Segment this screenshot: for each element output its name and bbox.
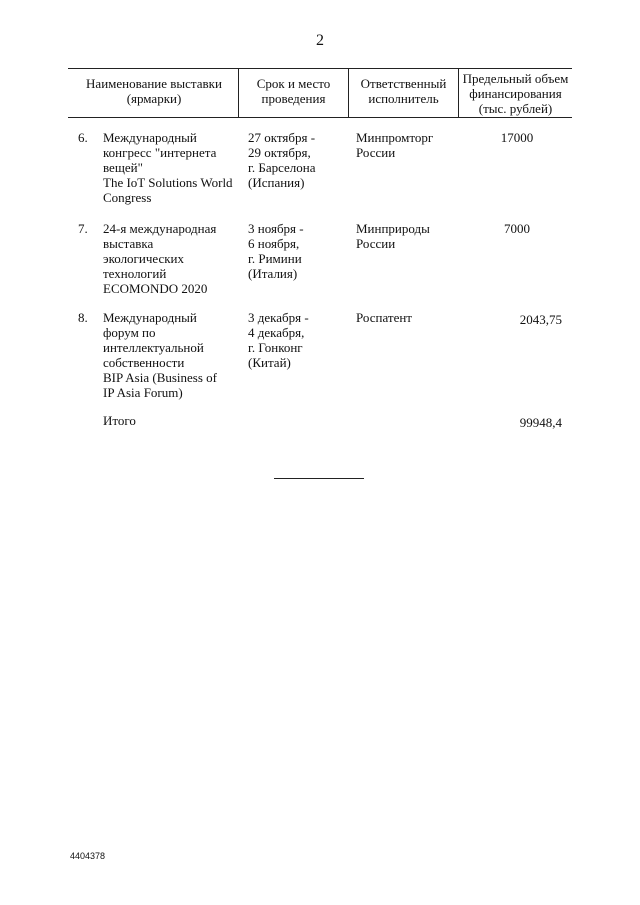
total-amount: 99948,4 <box>519 415 562 430</box>
exhibition-name: Международный форум по интеллектуальной собственности BIP Asia (Business of IP Asia Forum) <box>103 310 217 400</box>
header-exhibition-name: Наименование выставки (ярмарки) <box>86 76 222 106</box>
term-place: 3 ноября - 6 ноября, г. Римини (Италия) <box>248 221 304 281</box>
header-executor: Ответственный исполнитель <box>360 76 447 106</box>
funding-amount: 2043,75 <box>519 312 562 327</box>
header-funding-limit: Предельный объем финансирования (тыс. рублей) <box>462 71 569 116</box>
executor: Роспатент <box>356 310 412 325</box>
term-place: 3 декабря - 4 декабря, г. Гонконг (Китай) <box>248 310 309 370</box>
funding-amount: 7000 <box>504 221 530 236</box>
header-term-place: Срок и место проведения <box>256 76 331 106</box>
row-number: 7. <box>78 221 88 236</box>
total-label: Итого <box>103 413 136 428</box>
table-top-rule <box>68 68 572 69</box>
closing-rule <box>274 478 364 479</box>
row-number: 6. <box>78 130 88 145</box>
executor: Минпромторг России <box>356 130 434 160</box>
exhibition-name: Международный конгресс "интернета вещей" The IoT Solutions World Congress <box>103 130 233 205</box>
page-number: 2 <box>316 32 324 49</box>
term-place: 27 октября - 29 октября, г. Барселона (Испания) <box>248 130 316 190</box>
row-number: 8. <box>78 310 88 325</box>
table-header-rule <box>68 117 572 118</box>
funding-amount: 17000 <box>500 130 534 145</box>
document-code: 4404378 <box>70 851 106 861</box>
exhibition-name: 24-я международная выставка экологических технологий ECOMONDO 2020 <box>103 221 217 296</box>
executor: Минприроды России <box>356 221 430 251</box>
